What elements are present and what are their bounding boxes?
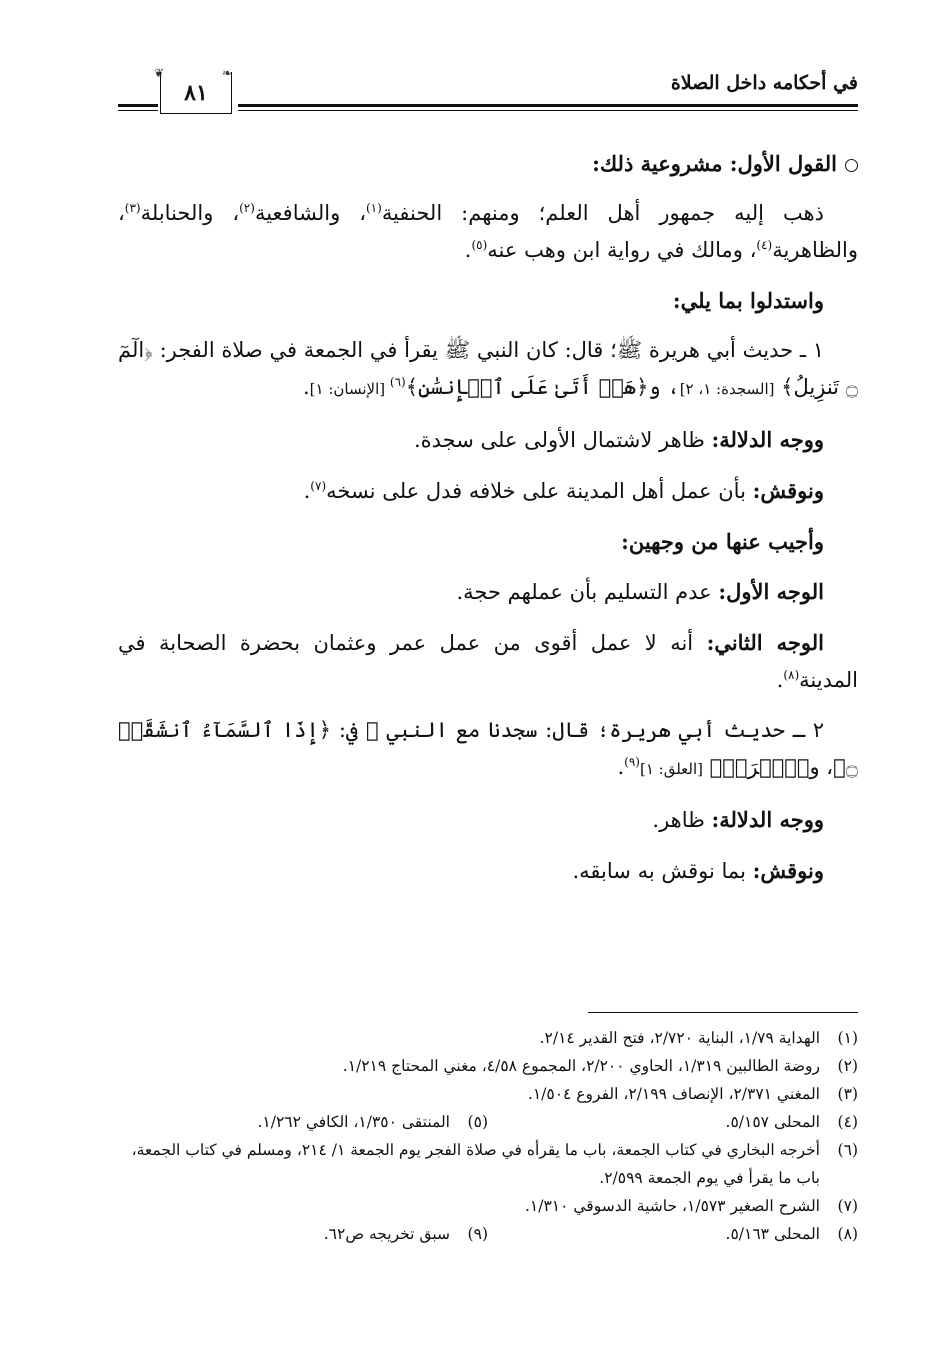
footnote-text: سبق تخريجه ص٦٢.: [323, 1225, 450, 1243]
header-rule-left-thin: [118, 110, 158, 111]
text-run: .: [302, 375, 310, 399]
hadith-1: [118, 332, 858, 408]
footnote: [118, 1108, 488, 1136]
footnote-pair: [118, 1108, 858, 1136]
label: ونوقش:: [752, 858, 824, 883]
flourish-icon: ❧: [222, 66, 233, 80]
quran-reference: [العلق: ١]: [639, 760, 703, 778]
objection-1: [118, 472, 858, 510]
header-rule-thin: [238, 110, 858, 111]
page-number: ٨١: [160, 72, 232, 114]
footnote-number: (٧): [837, 1197, 858, 1215]
text-run: ، والظاهرية: [118, 201, 858, 262]
header-rule-left-thick: [118, 104, 158, 107]
footnotes: [118, 1024, 858, 1248]
footnote-ref: (٧): [310, 479, 327, 493]
footnote: [118, 1220, 488, 1248]
footnote: [488, 1220, 858, 1248]
text-run: ١ ـ حديث أبي هريرة ﷺ؛ قال: كان النبي ﷺ يقرأ في الجمعة في صلاة الفجر: ﴿الٓمٓ ۝ تَنزِيلُ﴾: [118, 338, 858, 399]
text-run: ظاهر.: [652, 808, 712, 832]
footnote-text: الهداية ١/٧٩، البناية ٢/٧٢٠، فتح القدير ٢/١٤.: [539, 1029, 820, 1047]
hadith-2: [118, 712, 858, 788]
text-run: عدم التسليم بأن عملهم حجة.: [456, 580, 719, 604]
bullet-circle-icon: [845, 159, 858, 172]
running-title: في أحكامه داخل الصلاة: [670, 72, 858, 94]
main-text: [118, 145, 858, 903]
flourish-icon: ❦: [154, 66, 165, 80]
footnote-ref: (٢): [239, 201, 255, 215]
footnote-ref: (٩): [624, 755, 640, 769]
header-rule-thick: [238, 104, 858, 107]
footnote-text: المحلى ٥/١٥٧.: [725, 1113, 820, 1131]
footnote-ref: (٥): [471, 238, 488, 252]
footnote-number: (٩): [467, 1225, 488, 1243]
evidence-point-1: [118, 421, 858, 459]
paragraph-scholars: [118, 195, 858, 269]
footnote: [118, 1192, 858, 1220]
evidence-heading: واستدلوا بما يلي:: [672, 288, 824, 313]
heading-text: القول الأول: مشروعية ذلك:: [592, 151, 837, 176]
footnote-separator: [588, 1012, 858, 1013]
page-header: [118, 62, 858, 124]
footnote-number: (٤): [837, 1113, 858, 1131]
label: ونوقش:: [752, 478, 824, 503]
objection-2: [118, 852, 858, 890]
answer-1: [118, 573, 858, 611]
footnote-text: المحلى ٥/١٦٣.: [725, 1225, 820, 1243]
evidence-point-2: [118, 801, 858, 839]
footnote-number: (٦): [837, 1141, 858, 1159]
footnote: [118, 1080, 858, 1108]
section-heading: [118, 145, 858, 182]
footnote: [118, 1052, 858, 1080]
text-run: بأن عمل أهل المدينة على خلافه فدل على نسخه: [326, 479, 753, 503]
quran-reference: [الإنسان: ١]: [309, 380, 390, 398]
footnote: [118, 1024, 858, 1052]
text-run: ظاهر لاشتمال الأولى على سجدة.: [413, 428, 712, 452]
text-run: ، والشافعية: [254, 201, 366, 225]
footnote-text: أخرجه البخاري في كتاب الجمعة، باب ما يقرأه في صلاة الفجر يوم الجمعة ١/ ٢١٤، ومسلم في كتاب الجمعة، باب ما يقرأ في يوم الجمعة ٢/٥٩٩.: [131, 1141, 820, 1187]
text-run: .: [617, 755, 625, 779]
text-run: ، و﴿هَلۡ أَتَىٰ عَلَى ٱلۡإِنسَٰنِ﴾: [405, 375, 680, 399]
footnote-number: (٢): [837, 1057, 858, 1075]
footnote-number: (٥): [467, 1113, 488, 1131]
text-run: أنه لا عمل أقوى من عمل عمر وعثمان بحضرة الصحابة في المدينة: [118, 631, 858, 692]
text-run: ، والحنابلة: [140, 201, 240, 225]
footnote-ref: (٨): [783, 668, 800, 682]
text-run: ذهب إليه جمهور أهل العلم؛ ومنهم: الحنفية: [381, 201, 824, 225]
footnote-number: (٣): [837, 1085, 858, 1103]
text-run: ، ومالك في رواية ابن وهب عنه: [487, 238, 757, 262]
footnote: [118, 1136, 858, 1192]
footnote-text: الشرح الصغير ١/٥٧٣، حاشية الدسوقي ١/٣١٠.: [524, 1197, 820, 1215]
answer-2: [118, 624, 858, 699]
footnote-text: المغني ٢/٣٧١، الإنصاف ٢/١٩٩، الفروع ١/٥٠٤.: [527, 1085, 820, 1103]
footnote-number: (٨): [837, 1225, 858, 1243]
footnote-text: المنتقى ١/٣٥٠، الكافي ١/٢٦٢.: [257, 1113, 450, 1131]
label: ووجه الدلالة:: [711, 427, 824, 452]
footnote-text: روضة الطالبين ١/٣١٩، الحاوي ٢/٢٠٠، المجموع ٤/٥٨، مغني المحتاج ١/٢١٩.: [342, 1057, 820, 1075]
answer-heading: وأجيب عنها من وجهين:: [621, 529, 824, 554]
footnote-ref: (١): [365, 201, 382, 215]
label: الوجه الأول:: [718, 579, 824, 604]
label: ووجه الدلالة:: [711, 807, 824, 832]
footnote: [488, 1108, 858, 1136]
text-run: .: [464, 238, 472, 262]
footnote-number: (١): [837, 1029, 858, 1047]
text-run: ٢ ـ حديث أبي هريرة؛ قال: سجدنا مع النبي ﷺ في: ﴿إِذَا ٱلسَّمَآءُ ٱنشَقَّتۡ ۝﴾، و﴿ٱقۡرَأۡ﴾: [118, 718, 858, 779]
footnote-ref: (٦): [389, 375, 406, 389]
quran-reference: [السجدة: ١، ٢]: [679, 380, 775, 398]
footnote-ref: (٣): [124, 201, 141, 215]
footnote-ref: (٤): [756, 238, 773, 252]
footnote-pair: [118, 1220, 858, 1248]
text-run: بما نوقش به سابقه.: [572, 859, 753, 883]
text-run: .: [303, 479, 311, 503]
text-run: .: [776, 668, 784, 692]
label: الوجه الثاني:: [706, 630, 825, 655]
